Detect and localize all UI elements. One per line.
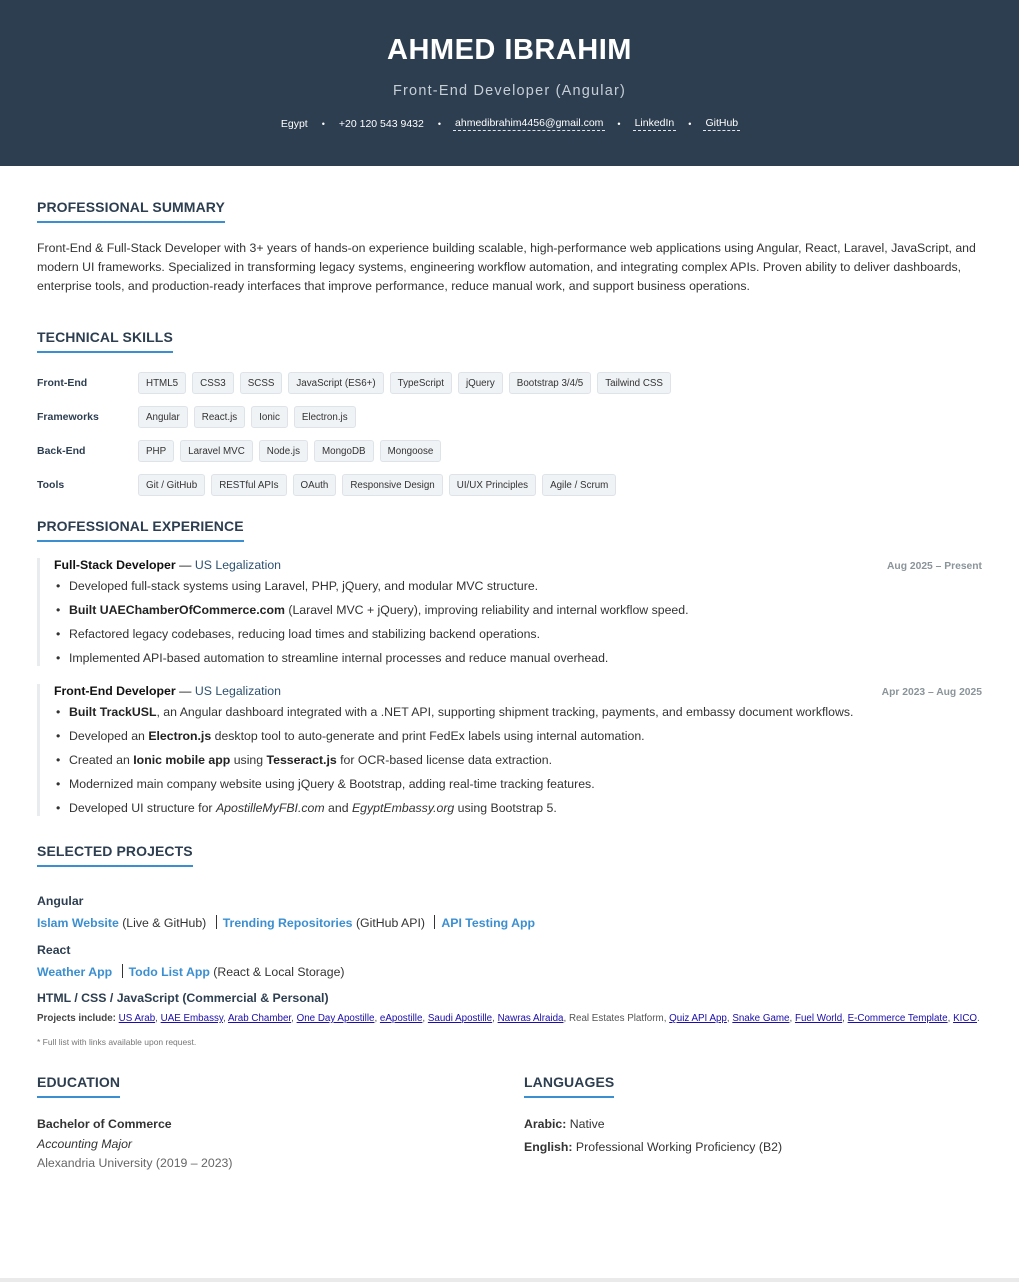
job-date: Apr 2023 – Aug 2025 (881, 687, 982, 698)
project-link[interactable]: E-Commerce Template (847, 1013, 948, 1024)
skill-row-tools (37, 474, 982, 496)
candidate-name: AHMED IBRAHIM (387, 34, 632, 66)
bullet-bold-text: Built TrackUSL (69, 705, 157, 719)
job-bullet (54, 626, 982, 642)
bullet-separator: • (688, 119, 692, 129)
section-heading: PROFESSIONAL SUMMARY (37, 199, 225, 223)
education-degree: Bachelor of Commerce (37, 1117, 172, 1131)
project-link[interactable]: Fuel World (794, 1013, 843, 1024)
section-heading: PROFESSIONAL EXPERIENCE (37, 518, 244, 542)
project-link[interactable]: Snake Game (732, 1013, 790, 1024)
summary-text: Front-End & Full-Stack Developer with 3+ years of hands-on experience building scalable, high-performance web applications using Angular, React, Laravel, JavaScript, and modern UI frameworks. Specialized in transforming legacy systems, engineering workflow automation, and integrating complex APIs. Proven ability to deliver dashboards, enterprise tools, and production-ready interfaces that improve performance, reduce manual work, and support business operations. (37, 241, 976, 293)
job-bullet (54, 800, 982, 816)
skill-chips (138, 474, 616, 496)
skill-chip: Tailwind CSS (597, 372, 671, 394)
bullet-text: Developed UI structure for (69, 801, 216, 815)
contact-location: Egypt (280, 118, 308, 130)
em-dash: — (179, 558, 195, 572)
skill-chip: RESTful APIs (211, 474, 286, 496)
skill-chip: jQuery (458, 372, 503, 394)
project-category: Angular (37, 894, 84, 908)
job-company: US Legalization (194, 684, 281, 698)
skill-chip: SCSS (240, 372, 283, 394)
bullet-text: Developed an (69, 729, 149, 743)
job-bullets (54, 704, 982, 816)
project-line (37, 964, 982, 979)
job-bullet (54, 578, 982, 594)
bullet-separator: • (617, 119, 621, 129)
pipe-divider (122, 964, 123, 978)
job-company: US Legalization (194, 558, 281, 572)
skill-chip: UI/UX Principles (449, 474, 536, 496)
skill-chips (138, 406, 356, 428)
contact-phone: +20 120 543 9432 (338, 118, 424, 130)
contact-bar (0, 117, 1019, 131)
projects-section (37, 843, 982, 1047)
bullet-text: Implemented API-based automation to streamline internal processes and reduce manual overhead. (69, 651, 609, 665)
skill-chip: PHP (138, 440, 174, 462)
bullet-bold-text: Ionic mobile app (133, 753, 231, 767)
project-plain: Real Estates Platform (568, 1013, 664, 1024)
project-link-weather-app[interactable]: Weather App (37, 965, 113, 979)
skill-category-label: Back-End (37, 445, 86, 457)
project-link-islam-website[interactable]: Islam Website (37, 916, 119, 930)
job-bullet (54, 704, 982, 720)
skill-chip: JavaScript (ES6+) (288, 372, 383, 394)
candidate-title: Front-End Developer (Angular) (392, 83, 627, 99)
project-list-lead: Projects include: (37, 1013, 119, 1024)
project-link[interactable]: Nawras Alraida (497, 1013, 564, 1024)
skill-chip: HTML5 (138, 372, 186, 394)
project-category: HTML / CSS / JavaScript (Commercial & Personal) (37, 991, 329, 1005)
project-group-react (37, 943, 982, 979)
project-link-todo-list-app[interactable]: Todo List App (128, 965, 210, 979)
pipe-divider (216, 915, 217, 929)
language-name: English: (524, 1140, 573, 1154)
bullet-text: Refactored legacy codebases, reducing load times and stabilizing backend operations. (69, 627, 540, 641)
project-link[interactable]: UAE Embassy (160, 1013, 224, 1024)
project-link[interactable]: Quiz API App (669, 1013, 727, 1024)
skill-chip: Electron.js (294, 406, 356, 428)
skill-row-backend (37, 440, 982, 462)
summary-section (37, 199, 982, 296)
skill-chip: CSS3 (192, 372, 234, 394)
job-role: Full-Stack Developer (54, 558, 176, 572)
em-dash: — (179, 684, 195, 698)
skill-chip: Node.js (259, 440, 308, 462)
bullet-bold-text: Built UAEChamberOfCommerce.com (69, 603, 285, 617)
page-bottom-shadow (0, 1278, 1019, 1282)
job-bullet (54, 650, 982, 666)
project-link[interactable]: KICO (953, 1013, 978, 1024)
bullet-bold-text: Tesseract.js (266, 753, 337, 767)
section-heading: TECHNICAL SKILLS (37, 329, 173, 353)
resume-header (0, 0, 1019, 166)
job-title-line (54, 684, 281, 698)
project-group-html (37, 991, 982, 1047)
skill-chip: Git / GitHub (138, 474, 205, 496)
project-list: Projects include: US Arab, UAE Embassy, Arab Chamber, One Day Apostille, eApostille, Saudi Apostille, Nawras Alraida, Real Estates Platform, Quiz API App, Snake Game, Fuel World, E-Commerce Template, KICO. (37, 1013, 980, 1024)
job-bullet (54, 728, 982, 744)
job-bullet (54, 602, 982, 618)
bullet-bold-text: Electron.js (148, 729, 212, 743)
bullet-text: using (230, 753, 267, 767)
education-school: Alexandria University (2019 – 2023) (37, 1156, 233, 1170)
section-heading: EDUCATION (37, 1074, 120, 1098)
language-item (524, 1117, 982, 1131)
job-header (54, 558, 982, 572)
contact-linkedin-link[interactable]: LinkedIn (634, 117, 675, 129)
job-bullets (54, 578, 982, 666)
job-title-line (54, 558, 281, 572)
skill-chip: Bootstrap 3/4/5 (509, 372, 591, 394)
bullet-text: and (324, 801, 352, 815)
project-note: (Live & GitHub) (118, 916, 207, 930)
job-entry (37, 684, 982, 816)
bullet-italic-text: EgyptEmbassy.org (351, 801, 455, 815)
project-note: (React & Local Storage) (209, 965, 345, 979)
project-link[interactable]: One Day Apostille (296, 1013, 375, 1024)
languages-section (524, 1074, 982, 1170)
education-section (37, 1074, 524, 1170)
bullet-separator: • (437, 119, 442, 129)
language-level: Professional Working Proficiency (B2) (572, 1140, 783, 1154)
skill-category-label: Tools (37, 479, 65, 491)
skill-chip: MongoDB (314, 440, 374, 462)
bullet-separator: • (321, 119, 325, 129)
bullet-text: for OCR-based license data extraction. (336, 753, 553, 767)
skill-chip: React.js (194, 406, 245, 428)
bullet-text: desktop tool to auto-generate and print FedEx labels using internal automation. (211, 729, 645, 743)
skill-chip: Laravel MVC (180, 440, 253, 462)
skill-chip: OAuth (293, 474, 337, 496)
skills-section (37, 329, 982, 496)
job-bullet (54, 776, 982, 792)
job-header (54, 684, 982, 698)
education-major: Accounting Major (37, 1137, 133, 1151)
bullet-text: Created an (69, 753, 134, 767)
skill-category-label: Front-End (37, 377, 88, 389)
pipe-divider (434, 915, 435, 929)
project-link[interactable]: Arab Chamber (227, 1013, 292, 1024)
bottom-columns (37, 1074, 982, 1170)
experience-section (37, 518, 982, 816)
project-category: React (37, 943, 71, 957)
project-link[interactable]: Saudi Apostille (427, 1013, 493, 1024)
bullet-text: Developed full-stack systems using Laravel, PHP, jQuery, and modular MVC structure. (69, 579, 539, 593)
skill-chip: Ionic (251, 406, 288, 428)
project-link[interactable]: US Arab (118, 1013, 156, 1024)
project-line (37, 915, 982, 930)
skills-table (37, 372, 982, 496)
contact-github-link[interactable]: GitHub (705, 117, 739, 129)
skill-chip: Agile / Scrum (542, 474, 616, 496)
bullet-text: using Bootstrap 5. (454, 801, 557, 815)
skill-chip: Angular (138, 406, 188, 428)
skill-category-label: Frameworks (37, 411, 99, 423)
skill-chip: Mongoose (380, 440, 442, 462)
project-link[interactable]: eApostille (379, 1013, 423, 1024)
section-heading: LANGUAGES (524, 1074, 614, 1098)
job-bullet (54, 752, 982, 768)
language-item (524, 1140, 982, 1154)
bullet-italic-text: ApostilleMyFBI.com (215, 801, 325, 815)
project-link-api-testing-app[interactable]: API Testing App (441, 916, 535, 930)
job-date: Aug 2025 – Present (886, 561, 982, 572)
language-name: Arabic: (524, 1117, 567, 1131)
skill-chips (138, 372, 671, 394)
project-link-trending-repositories[interactable]: Trending Repositories (222, 916, 353, 930)
project-note: (GitHub API) (352, 916, 425, 930)
language-level: Native (566, 1117, 605, 1131)
job-entry (37, 558, 982, 666)
bullet-text: , an Angular dashboard integrated with a .NET API, supporting shipment tracking, payments, and embassy document workflows. (156, 705, 854, 719)
bullet-text: (Laravel MVC + jQuery), improving reliability and internal workflow speed. (284, 603, 689, 617)
skill-chip: Responsive Design (342, 474, 442, 496)
resume-body (0, 199, 1019, 1170)
skill-row-frameworks (37, 406, 982, 428)
project-group-angular (37, 894, 982, 930)
skill-row-frontend (37, 372, 982, 394)
skill-chips (138, 440, 441, 462)
section-heading: SELECTED PROJECTS (37, 843, 193, 867)
contact-email-link[interactable]: ahmedibrahim4456@gmail.com (455, 117, 604, 129)
skill-chip: TypeScript (390, 372, 452, 394)
job-role: Front-End Developer (54, 684, 176, 698)
projects-footnote: * Full list with links available upon request. (37, 1037, 197, 1047)
bullet-text: Modernized main company website using jQuery & Bootstrap, adding real-time tracking features. (69, 777, 595, 791)
